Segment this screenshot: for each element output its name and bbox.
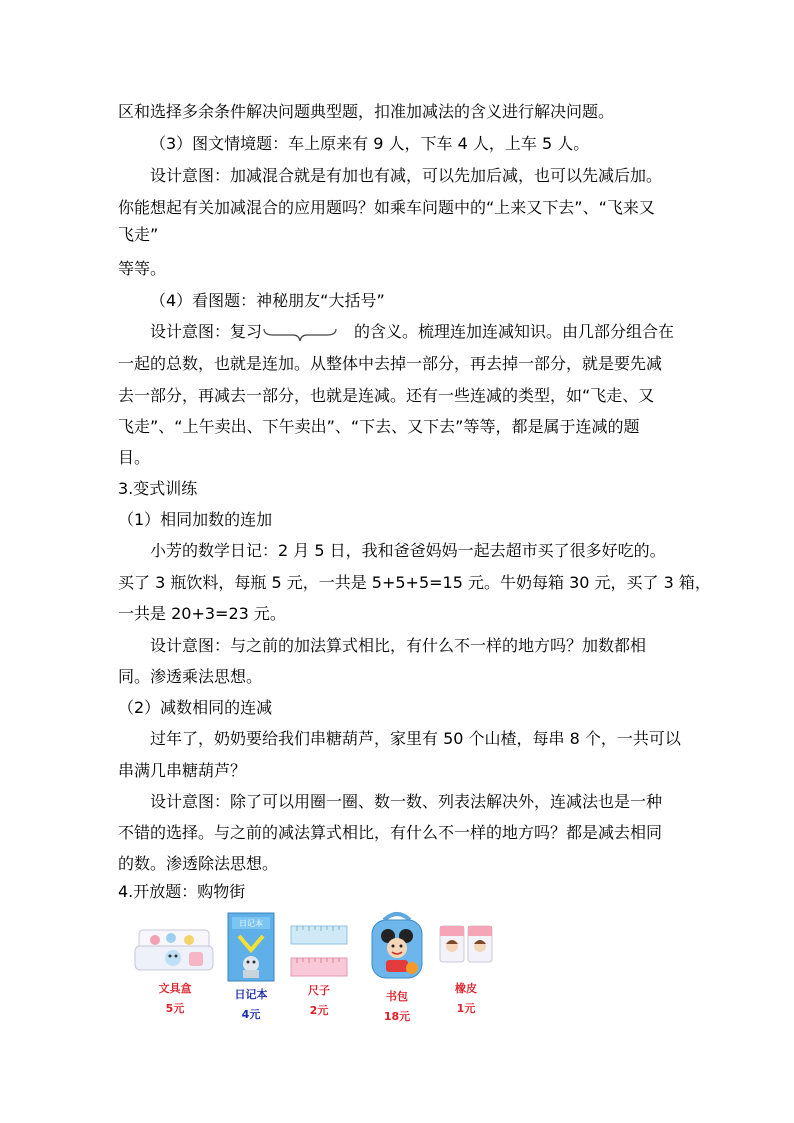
text-line: 设计意图：除了可以用圈一圈、数一数、列表法解决外，连减法也是一种 [150, 792, 663, 811]
text-line: 飞走”、“上午卖出、下午卖出”、“下去、又下去”等等，都是属于连减的题 [118, 417, 640, 436]
text-line: 等等。 [118, 259, 167, 278]
pencil-case-icon [133, 924, 217, 974]
text-line: 买了 3 瓶饮料，每瓶 5 元，一共是 5+5+5=15 元。牛奶每箱 30 元，买了 3 箱， [118, 573, 711, 592]
text-line: 你能想起有关加减混合的应用题吗？如乘车问题中的“上来又下去”、“飞来又 [118, 198, 655, 217]
subsection-heading: （2）减数相同的连减 [118, 698, 273, 717]
item-price: 18元 [383, 1010, 411, 1023]
text-line: 设计意图：与之前的加法算式相比，有什么不一样的地方吗？加数都相 [150, 636, 647, 655]
text-line: 的数。渗透除法思想。 [118, 854, 279, 873]
text-line: 设计意图：复习 [150, 322, 263, 341]
text-line: 区和选择多余条件解决问题典型题，扣准加减法的含义进行解决问题。 [118, 102, 615, 121]
item-name: 书包 [386, 990, 408, 1003]
item-name: 橡皮 [455, 982, 477, 995]
text-line: 的含义。梳理连加连减知识。由几部分组合在 [354, 322, 675, 341]
text-line: 设计意图：加减混合就是有加也有减，可以先加后减，也可以先减后加。 [150, 166, 663, 185]
text-line: （4）看图题：神秘朋友“大括号” [150, 291, 385, 310]
text-line: 飞走” [118, 225, 159, 244]
shopping-street-figure [0, 910, 794, 1030]
ruler-icon [289, 924, 349, 980]
item-price: 2元 [309, 1004, 329, 1017]
item-price: 1元 [456, 1002, 476, 1015]
text-line: 一起的总数，也就是连加。从整体中去掉一部分，再去掉一部分，就是要先减 [118, 354, 663, 373]
text-line: 一共是 20+3=23 元。 [118, 604, 286, 623]
shop-item-backpack [365, 910, 429, 1024]
item-name: 日记本 [234, 988, 268, 1001]
text-line: 目。 [118, 448, 151, 467]
section-heading: 4.开放题：购物街 [118, 882, 246, 901]
text-line: 去一部分，再减去一部分，也就是连减。还有一些连减的类型，如“飞走、又 [118, 386, 655, 405]
text-line: 同。渗透乘法思想。 [118, 667, 263, 686]
diary-cover-text: 日记本 [239, 919, 263, 928]
backpack-icon [366, 910, 428, 982]
text-line: 小芳的数学日记：2 月 5 日，我和爸爸妈妈一起去超市买了很多好吃的。 [150, 541, 666, 560]
shop-item-pencil-case [133, 924, 217, 1016]
text-line: 串满几串糖葫芦？ [118, 761, 247, 780]
shop-item-eraser [438, 922, 494, 1016]
item-price: 5元 [165, 1002, 185, 1015]
subsection-heading: （1）相同加数的连加 [118, 510, 273, 529]
shop-item-diary [226, 912, 276, 1022]
brace-icon [263, 328, 337, 342]
text-line: （3）图文情境题：车上原来有 9 人，下车 4 人，上车 5 人。 [150, 134, 590, 153]
item-name: 尺子 [308, 984, 330, 997]
item-name: 文具盒 [158, 982, 192, 995]
text-line: 过年了，奶奶要给我们串糖葫芦，家里有 50 个山楂，每串 8 个，一共可以 [150, 729, 681, 748]
shop-item-ruler [289, 924, 349, 1018]
section-heading: 3.变式训练 [118, 479, 198, 498]
item-price: 4元 [241, 1008, 261, 1021]
text-line: 不错的选择。与之前的减法算式相比，有什么不一样的地方吗？都是减去相同 [118, 823, 663, 842]
eraser-icon [438, 922, 494, 968]
